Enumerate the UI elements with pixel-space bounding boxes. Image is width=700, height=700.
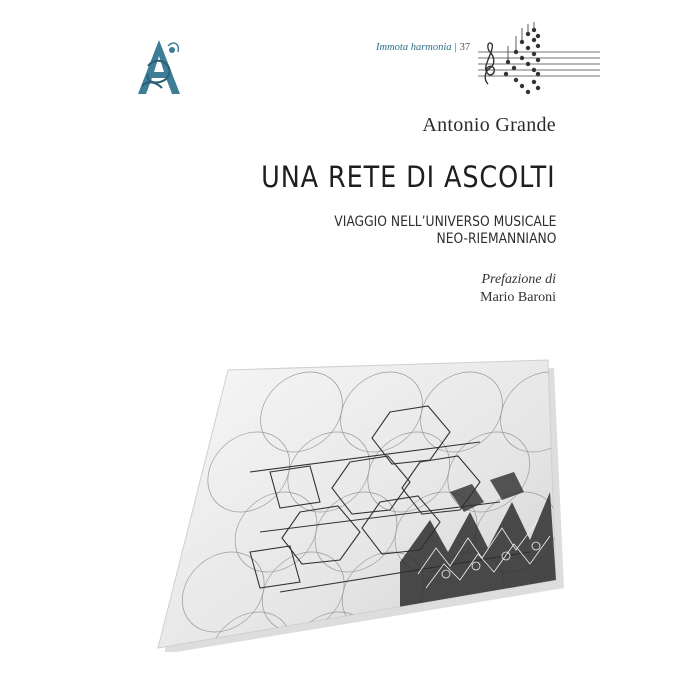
music-staff-icon (474, 22, 600, 102)
subtitle-line-1: VIAGGIO NELL’UNIVERSO MUSICALE (333, 214, 556, 230)
preface-label: Prefazione di (481, 272, 556, 287)
publisher-logo-icon (128, 36, 190, 98)
book-title: UNA RETE DI ASCOLTI (261, 160, 556, 194)
series-label (376, 42, 470, 53)
subtitle-line-2: NEO-RIEMANNIANO (436, 231, 556, 247)
preface-author: Mario Baroni (480, 290, 556, 305)
book-subtitle (334, 214, 556, 248)
series-separator: | (454, 42, 457, 53)
cover-illustration (150, 352, 570, 652)
series-name: Immota harmonia (376, 42, 452, 53)
series-number: 37 (459, 42, 471, 53)
author-name: Antonio Grande (422, 114, 556, 136)
